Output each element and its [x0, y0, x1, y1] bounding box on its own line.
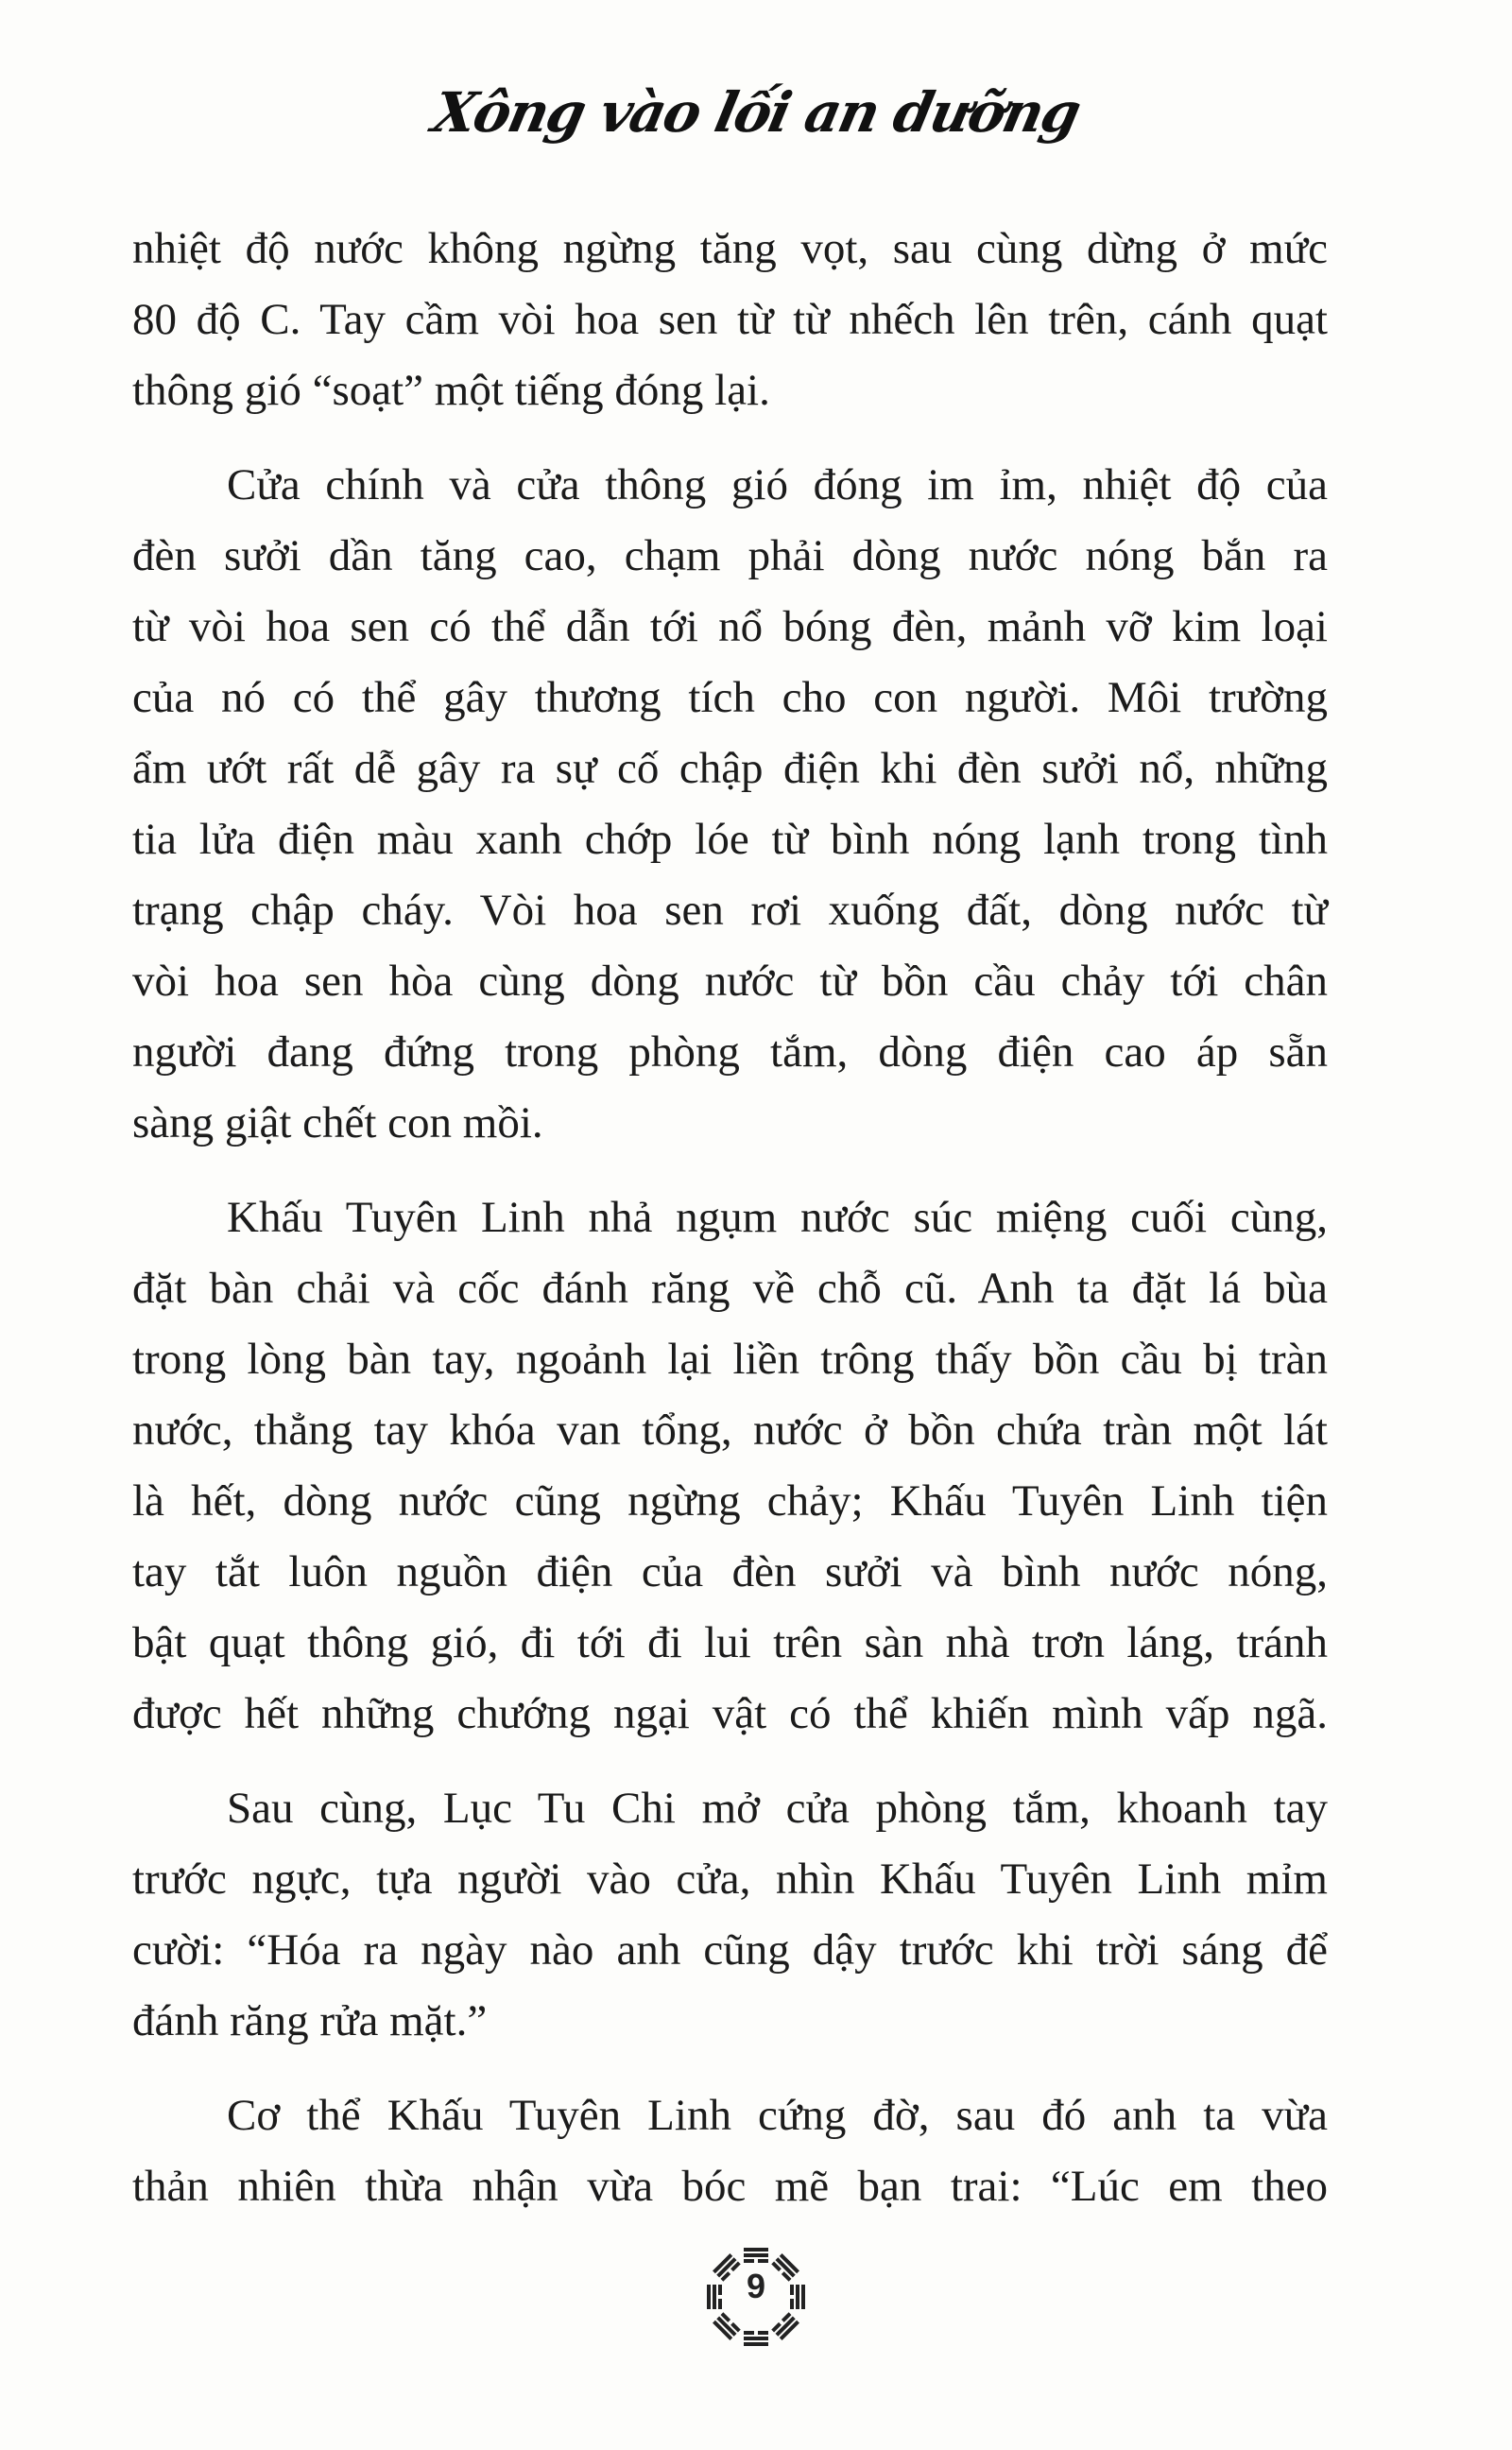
- text-line: sàng giật chết con mồi.: [132, 1098, 543, 1147]
- text-line: ẩm ướt rất dễ gây ra sự cố chập điện khi đèn sưởi nổ, những: [132, 744, 1328, 793]
- text-line: trước ngực, tựa người vào cửa, nhìn Khấu Tuyên Linh mỉm: [132, 1855, 1328, 1904]
- text-line: trạng chập cháy. Vòi hoa sen rơi xuống đất, dòng nước từ: [132, 886, 1328, 935]
- paragraph-5: [132, 2080, 1328, 2222]
- body-text: [132, 214, 1328, 2246]
- running-header-title: Xông vào lối an dưỡng: [426, 80, 1086, 145]
- text-line: của nó có thể gây thương tích cho con người. Môi trường: [132, 673, 1328, 722]
- page-number-ornament: [699, 2240, 813, 2354]
- text-line: nước, thẳng tay khóa van tổng, nước ở bồn chứa tràn một lát: [132, 1406, 1328, 1455]
- text-line: Khấu Tuyên Linh nhả ngụm nước súc miệng cuối cùng,: [227, 1193, 1328, 1242]
- text-line: tay tắt luôn nguồn điện của đèn sưởi và bình nước nóng,: [132, 1547, 1328, 1596]
- text-line: Cơ thể Khấu Tuyên Linh cứng đờ, sau đó anh ta vừa: [227, 2091, 1328, 2140]
- paragraph-1: [132, 214, 1328, 426]
- text-line: vòi hoa sen hòa cùng dòng nước từ bồn cầu chảy tới chân: [132, 957, 1328, 1006]
- text-line: Sau cùng, Lục Tu Chi mở cửa phòng tắm, khoanh tay: [227, 1784, 1328, 1833]
- paragraph-3: [132, 1182, 1328, 1750]
- text-line: từ vòi hoa sen có thể dẫn tới nổ bóng đèn, mảnh vỡ kim loại: [132, 602, 1328, 651]
- text-line: Cửa chính và cửa thông gió đóng im ỉm, nhiệt độ của: [227, 460, 1328, 509]
- text-line: đánh răng rửa mặt.”: [132, 1996, 488, 2045]
- page-number: 9: [746, 2267, 766, 2305]
- text-line: là hết, dòng nước cũng ngừng chảy; Khấu Tuyên Linh tiện: [132, 1476, 1328, 1526]
- text-line: trong lòng bàn tay, ngoảnh lại liền trông thấy bồn cầu bị tràn: [132, 1335, 1328, 1384]
- text-line: bật quạt thông gió, đi tới đi lui trên sàn nhà trơn láng, tránh: [132, 1618, 1328, 1667]
- text-line: thản nhiên thừa nhận vừa bóc mẽ bạn trai: “Lúc em theo: [132, 2162, 1328, 2211]
- text-line: thông gió “soạt” một tiếng đóng lại.: [132, 366, 770, 415]
- text-line: được hết những chướng ngại vật có thể khiến mình vấp ngã.: [132, 1689, 1328, 1738]
- paragraph-2: [132, 450, 1328, 1159]
- text-line: cười: “Hóa ra ngày nào anh cũng dậy trước khi trời sáng để: [132, 1925, 1328, 1975]
- text-line: 80 độ C. Tay cầm vòi hoa sen từ từ nhếch lên trên, cánh quạt: [132, 295, 1328, 344]
- paragraph-4: [132, 1773, 1328, 2057]
- text-line: đèn sưởi dần tăng cao, chạm phải dòng nước nóng bắn ra: [132, 531, 1328, 580]
- text-line: người đang đứng trong phòng tắm, dòng điện cao áp sẵn: [132, 1027, 1328, 1077]
- text-line: nhiệt độ nước không ngừng tăng vọt, sau cùng dừng ở mức: [132, 224, 1328, 273]
- text-line: tia lửa điện màu xanh chớp lóe từ bình nóng lạnh trong tình: [132, 815, 1328, 864]
- text-line: đặt bàn chải và cốc đánh răng về chỗ cũ. Anh ta đặt lá bùa: [132, 1264, 1328, 1313]
